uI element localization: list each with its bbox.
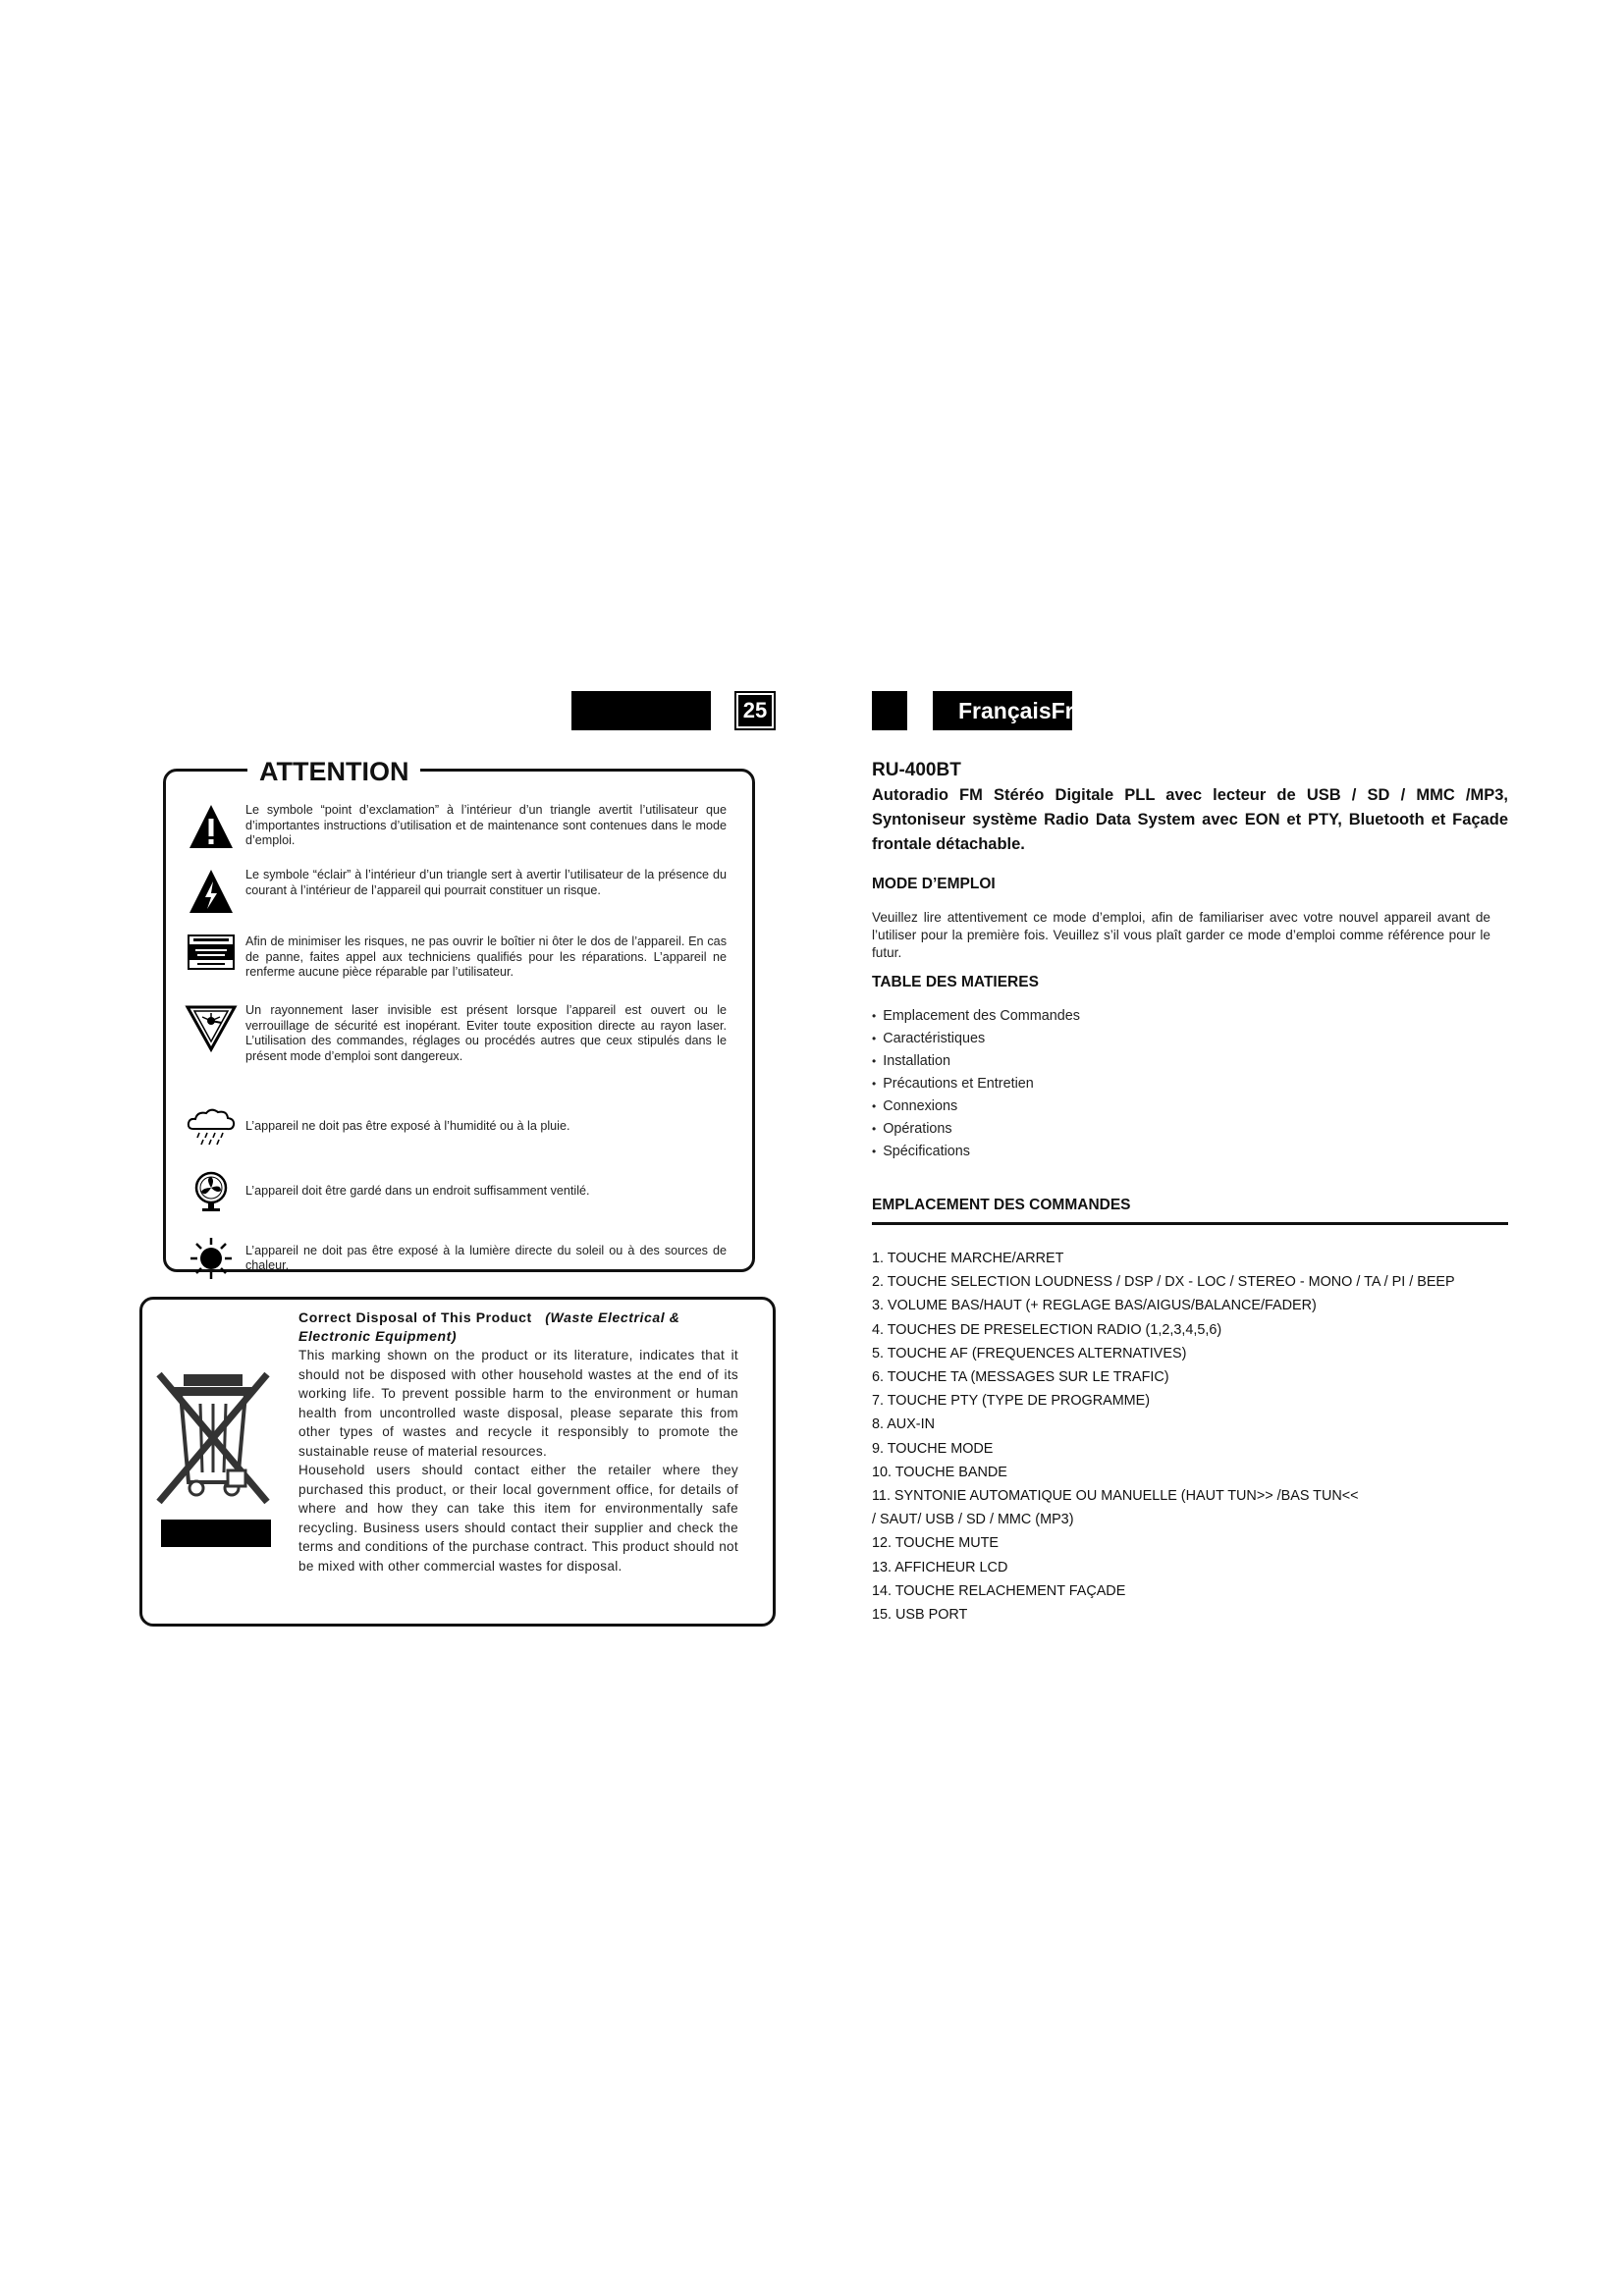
commandes-heading: EMPLACEMENT DES COMMANDES (872, 1197, 1131, 1213)
toc-item: • Opérations (872, 1118, 1080, 1141)
attention-title: ATTENTION (247, 757, 420, 786)
toc-item: • Précautions et Entretien (872, 1073, 1080, 1095)
exclamation-triangle-icon (188, 803, 235, 850)
fan-ventilation-icon (191, 1170, 231, 1213)
control-item: 9. TOUCHE MODE (872, 1440, 994, 1457)
model-number: RU-400BT (872, 760, 961, 780)
product-subtitle: Autoradio FM Stéréo Digitale PLL avec lecteur de USB / SD / MMC /MP3, Syntoniseur système Radio Data System avec EON et PTY, Bluetooth et Façade frontale détachable. (872, 786, 1508, 853)
control-item: 4. TOUCHES DE PRESELECTION RADIO (1,2,3,4,5,6) (872, 1321, 1222, 1338)
control-item: 6. TOUCHE TA (MESSAGES SUR LE TRAFIC) (872, 1369, 1169, 1386)
attention-item-text: L’appareil ne doit pas être exposé à l’humidité ou à la pluie. (245, 1119, 570, 1134)
control-item: 11. SYNTONIE AUTOMATIQUE OU MANUELLE (HAUT TUN>> /BAS TUN<< (872, 1488, 1359, 1505)
rain-cloud-icon (186, 1107, 237, 1147)
control-item: 12. TOUCHE MUTE (872, 1535, 1000, 1552)
header-black-square (872, 691, 907, 730)
weee-bin-icon (149, 1364, 277, 1512)
control-item: 1. TOUCHE MARCHE/ARRET (872, 1251, 1064, 1266)
attention-item (177, 1231, 727, 1286)
attention-item-text: Le symbole “éclair” à l’intérieur d’un triangle sert à avertir l’utilisateur de la présence du courant à l’intérieur de l’appareil qui pourrait constituer un risque. (245, 868, 727, 897)
header-black-bar-left (571, 691, 711, 730)
weee-paragraph-1: This marking shown on the product or its literature, indicates that it should not be disposed with other household wastes at the end of its working life. To prevent possible harm to the environment or human health from uncontrolled waste disposal, please separate this from other types of wastes and recycle it responsibly to promote the sustainable reuse of material resources. (298, 1348, 738, 1459)
toc-item: • Installation (872, 1050, 1080, 1073)
attention-item-text: Un rayonnement laser invisible est présent lorsque l’appareil est ouvert ou le verrouillage de sécurité est inopérant. Eviter toute exposition directe au rayon laser. L’utilisation des commandes, réglages ou procédés autres que ceux stipulés dans le présent mode d’emploi sont dangereux. (245, 1003, 727, 1063)
lightning-triangle-icon (188, 868, 235, 915)
commandes-list (872, 1247, 1455, 1627)
attention-item-text: Afin de minimiser les risques, ne pas ouvrir le boîtier ni ôter le dos de l’appareil. En cas de panne, faites appel aux techniciens qualifiés pour les réparations. L’appareil ne renferme aucune pièce réparable par l’utilisateur. (245, 934, 727, 979)
control-item: 8. AUX-IN (872, 1416, 935, 1433)
control-item: 13. AFFICHEUR LCD (872, 1559, 1008, 1575)
control-item: 5. TOUCHE AF (FREQUENCES ALTERNATIVES) (872, 1345, 1187, 1362)
toc-item: • Spécifications (872, 1141, 1080, 1163)
mode-emploi-text: Veuillez lire attentivement ce mode d’emploi, afin de familiariser avec votre nouvel appareil avant de l’utiliser pour la première fois. Veuillez s’il vous plaît garder ce mode d’emploi comme référence pour le futur. (872, 910, 1490, 960)
control-item: 3. VOLUME BAS/HAUT (+ REGLAGE BAS/AIGUS/BALANCE/FADER) (872, 1298, 1317, 1314)
attention-item-text: L’appareil doit être gardé dans un endroit suffisamment ventilé. (245, 1184, 590, 1199)
control-item: 14. TOUCHE RELACHEMENT FAÇADE (872, 1582, 1126, 1599)
sun-icon (189, 1236, 234, 1281)
control-item: 2. TOUCHE SELECTION LOUDNESS / DSP / DX - LOC / STEREO - MONO / TA / PI / BEEP (872, 1274, 1455, 1291)
attention-item-text: L’appareil ne doit pas être exposé à la lumière directe du soleil ou à des sources de chaleur. (245, 1243, 727, 1272)
attention-item (177, 868, 727, 933)
weee-title-italic: (Waste Electrical & Electronic Equipment) (298, 1309, 680, 1344)
page-number: 25 (734, 691, 776, 730)
mode-emploi-heading: MODE D’EMPLOI (872, 876, 996, 892)
weee-paragraph-2: Household users should contact either the retailer where they purchased this product, or their local government office, for details of where and how they can take this item for environmentally safe recycling. Business users should contact their supplier and check the terms and conditions of the purchase contract. This product should not be mixed with other commercial wastes for disposal. (298, 1463, 738, 1574)
table-matieres-heading: TABLE DES MATIERES (872, 974, 1039, 990)
table-matieres-list (872, 1005, 1080, 1163)
attention-list (177, 803, 727, 1286)
control-item: 7. TOUCHE PTY (TYPE DE PROGRAMME) (872, 1393, 1151, 1410)
commandes-divider (872, 1222, 1508, 1225)
toc-item: • Emplacement des Commandes (872, 1005, 1080, 1028)
weee-black-bar (161, 1520, 271, 1547)
caution-label-icon (188, 934, 235, 970)
weee-title-main: Correct Disposal of This Product (298, 1309, 532, 1325)
laser-triangle-icon (185, 1003, 238, 1052)
weee-content (298, 1308, 738, 1575)
control-item: 15. USB PORT (872, 1607, 968, 1624)
attention-item (177, 1099, 727, 1154)
weee-title (298, 1308, 738, 1346)
attention-item (177, 803, 727, 864)
control-item: / SAUT/ USB / SD / MMC (MP3) (872, 1512, 1074, 1528)
attention-item-text: Le symbole “point d’exclamation” à l’intérieur d’un triangle avertit l’utilisateur que d’importantes instructions d’utilisation et de maintenance sont contenues dans le mode d’emploi. (245, 803, 727, 847)
toc-item: • Caractéristiques (872, 1028, 1080, 1050)
attention-item (177, 934, 727, 999)
toc-item: • Connexions (872, 1095, 1080, 1118)
language-tab: FrançaisFra (933, 691, 1072, 730)
control-item: 10. TOUCHE BANDE (872, 1464, 1007, 1480)
attention-item (177, 1164, 727, 1219)
attention-item (177, 1003, 727, 1090)
